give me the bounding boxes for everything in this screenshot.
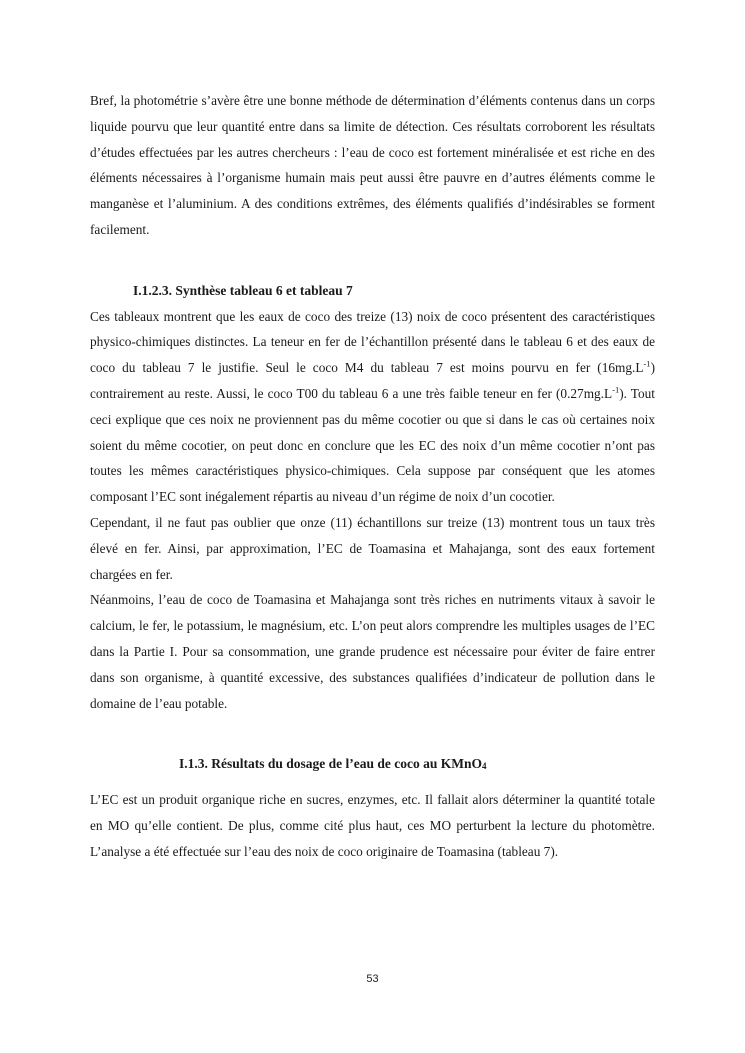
section-heading-synthese: I.1.2.3. Synthèse tableau 6 et tableau 7 [133, 282, 353, 298]
page-number: 53 [366, 973, 379, 985]
spacer [90, 243, 655, 278]
synthese-paragraph-2: Cependant, il ne faut pas oublier que onze (11) échantillons sur treize (13) montrent tous un taux très élevé en fer. Ainsi, par approximation, l’EC de Toamasina et Mahajanga, sont des eaux fortement chargées en fer. [90, 514, 655, 582]
text-run: Ces tableaux montrent que les eaux de coco des treize (13) noix de coco présentent des caractéristiques physico-chimiques distinctes. La teneur en fer de l’échantillon présenté dans le tableau 6 et des eaux de coco du tableau 7 le justifie. Seul le coco M4 du tableau 7 est moins pourvu en fer (16mg.L [90, 308, 655, 376]
superscript: -1 [612, 384, 620, 395]
superscript: -1 [643, 358, 651, 369]
text-run: ). Tout ceci explique que ces noix ne proviennent pas du même cocotier ou que si dans le cas où certaines noix soient du même cocotier, on peut donc en conclure que les EC des noix d’un même cocotier n’ont pas toutes les mêmes caractéristiques physico-chimiques. Cela suppose par conséquent que les atomes composant l’EC sont inégalement répartis au niveau d’un régime de noix d’un cocotier. [90, 385, 655, 505]
heading-text: I.1.3. Résultats du dosage de l’eau de coco au KMnO [179, 756, 483, 772]
intro-paragraph: Bref, la photométrie s’avère être une bonne méthode de détermination d’éléments contenus dans un corps liquide pourvu que leur quantité entre dans sa limite de détection. Ces résultats corroborent les résultats d’études effectuées par les autres chercheurs : l’eau de coco est fortement minéralisée et est riche en des éléments nécessaires à l’organisme humain mais peut aussi être pauvre en d’autres éléments comme le manganèse et l’aluminium. A des conditions extrêmes, des éléments qualifiés d’indésirables se forment facilement. [90, 93, 655, 237]
synthese-paragraph-3: Néanmoins, l’eau de coco de Toamasina et Mahajanga sont très riches en nutriments vitaux à savoir le calcium, le fer, le potassium, le magnésium, etc. L’on peut alors comprendre les multiples usages de l’EC dans la Partie I. Pour sa consommation, une grande prudence est nécessaire pour éviter de faire entrer dans son organisme, à quantité excessive, des substances qualifiées d’indicateur de pollution dans le domaine de l’eau potable. [90, 592, 655, 711]
synthese-paragraph-1 [90, 304, 655, 510]
spacer [90, 716, 655, 751]
dosage-paragraph-1: L’EC est un produit organique riche en sucres, enzymes, etc. Il fallait alors déterminer la quantité totale en MO qu’elle contient. De plus, comme cité plus haut, ces MO perturbent la lecture du photomètre. L’analyse a été effectuée sur l’eau des noix de coco originaire de Toamasina (tableau 7). [90, 792, 655, 859]
section-heading-dosage [90, 751, 655, 779]
document-page [90, 88, 655, 865]
text-run: ) contrairement au reste. Aussi, le coco T00 du tableau 6 a une très faible teneur en fer (0.27mg.L [90, 360, 655, 401]
heading-subscript: 4 [482, 761, 487, 772]
